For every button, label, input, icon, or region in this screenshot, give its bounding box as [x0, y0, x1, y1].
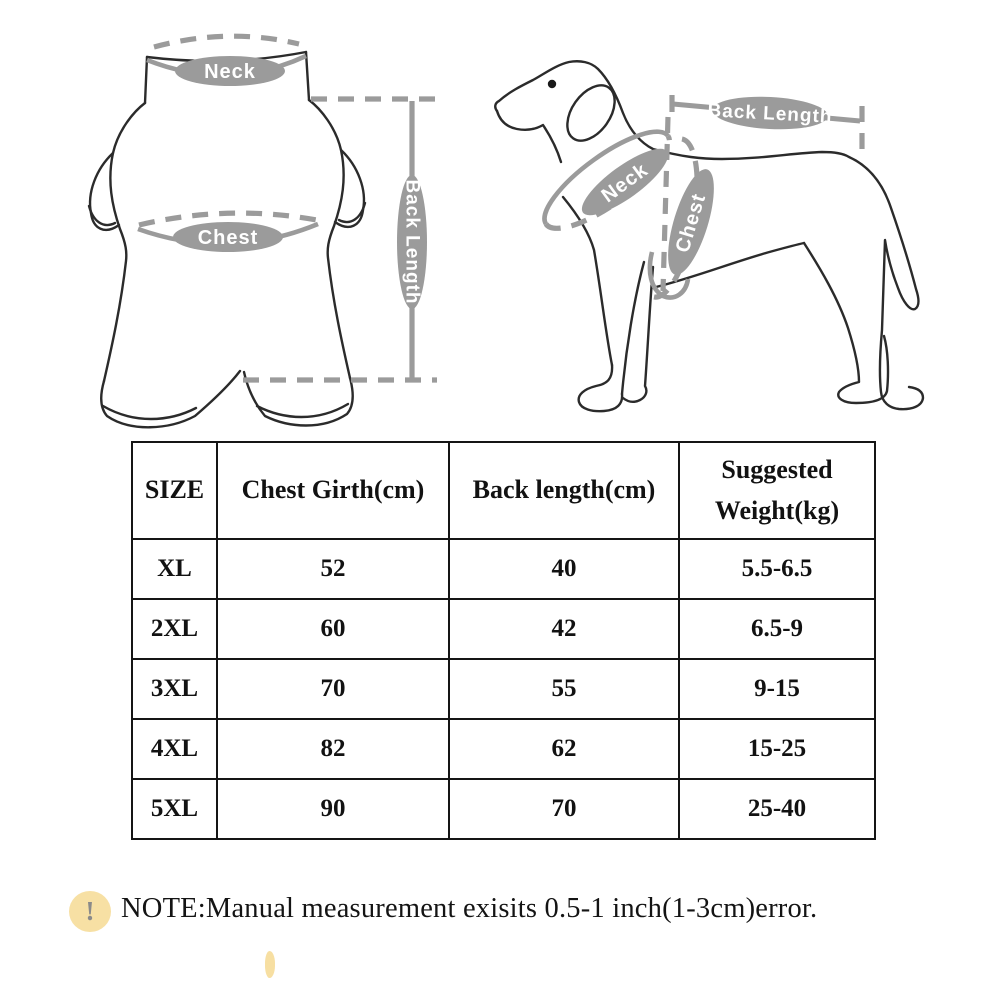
note-text: NOTE:Manual measurement exisits 0.5-1 inch(1-3cm)error.: [121, 893, 818, 924]
garment-diagram: [89, 36, 437, 427]
cell-size: 5XL: [132, 779, 217, 839]
cell-chest-girth: 60: [217, 599, 449, 659]
table-row: [132, 659, 875, 719]
garment-backlength-label: Back Length: [401, 179, 423, 305]
table-row: [132, 599, 875, 659]
dog-neck-label: Neck: [597, 158, 653, 208]
garment-chest-label: Chest: [197, 227, 259, 249]
dog-diagram: [495, 61, 923, 411]
cell-chest-girth: 90: [217, 779, 449, 839]
header-suggested-weight: Suggested Weight(kg): [679, 442, 875, 539]
cell-chest-girth: 82: [217, 719, 449, 779]
dog-backlength-label: Back Length: [707, 100, 833, 128]
cell-back-length: 55: [449, 659, 679, 719]
dog-chest-label: Chest: [671, 190, 711, 256]
cell-chest-girth: 70: [217, 659, 449, 719]
dog-backlength-left-dashed: [663, 117, 668, 291]
cell-weight: 15-25: [679, 719, 875, 779]
header-chest-girth: Chest Girth(cm): [217, 442, 449, 539]
cell-chest-girth: 52: [217, 539, 449, 599]
exclamation-icon: !: [69, 891, 111, 932]
size-table: [131, 441, 876, 840]
size-table-header-row: [132, 442, 875, 539]
header-size: SIZE: [132, 442, 217, 539]
table-row: [132, 539, 875, 599]
cell-weight: 6.5-9: [679, 599, 875, 659]
garment-neck-dashed-line: [154, 36, 299, 47]
dog-eye: [548, 80, 556, 88]
decorative-yellow-mark: [265, 951, 275, 978]
cell-back-length: 70: [449, 779, 679, 839]
table-row: [132, 719, 875, 779]
cell-back-length: 40: [449, 539, 679, 599]
cell-weight: 9-15: [679, 659, 875, 719]
measurement-diagrams-svg: [0, 0, 1000, 440]
cell-size: 2XL: [132, 599, 217, 659]
cell-weight: 25-40: [679, 779, 875, 839]
dog-ear: [558, 77, 625, 150]
cell-size: 3XL: [132, 659, 217, 719]
header-back-length: Back length(cm): [449, 442, 679, 539]
table-row: [132, 779, 875, 839]
cell-size: XL: [132, 539, 217, 599]
cell-back-length: 62: [449, 719, 679, 779]
cell-back-length: 42: [449, 599, 679, 659]
cell-weight: 5.5-6.5: [679, 539, 875, 599]
garment-neck-label: Neck: [204, 61, 256, 83]
cell-size: 4XL: [132, 719, 217, 779]
